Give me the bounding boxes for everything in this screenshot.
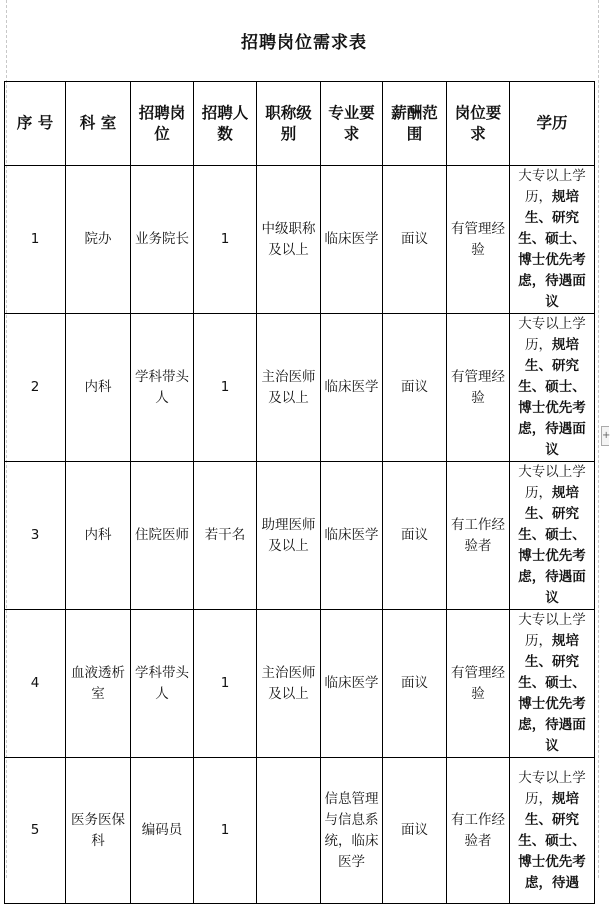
table-row xyxy=(5,166,595,314)
table-header-row xyxy=(5,82,595,166)
cell-salary: 面议 xyxy=(383,314,447,462)
table-row xyxy=(5,758,595,904)
header-salary: 薪酬范围 xyxy=(383,82,447,166)
header-rank: 职称级别 xyxy=(257,82,321,166)
cell-post: 业务院长 xyxy=(131,166,194,314)
cell-req: 有管理经验 xyxy=(447,166,510,314)
cell-rank xyxy=(257,758,321,904)
cell-req: 有管理经验 xyxy=(447,610,510,758)
cell-dept: 内科 xyxy=(66,314,131,462)
header-count: 招聘人数 xyxy=(194,82,257,166)
cell-salary: 面议 xyxy=(383,462,447,610)
recruitment-table xyxy=(4,81,595,904)
cell-rank: 主治医师及以上 xyxy=(257,314,321,462)
edu-first: 大专以上学历， xyxy=(518,769,586,807)
cell-post: 学科带头人 xyxy=(131,610,194,758)
edu-rest: 规培生、研究生、硕士、博士优先考虑，待遇面议 xyxy=(518,189,586,310)
cell-major: 临床医学 xyxy=(321,610,383,758)
header-edu: 学历 xyxy=(510,82,595,166)
header-req: 岗位要求 xyxy=(447,82,510,166)
cell-salary: 面议 xyxy=(383,758,447,904)
edu-rest: 规培生、研究生、硕士、博士优先考虑，待遇 xyxy=(518,790,586,891)
header-major: 专业要求 xyxy=(321,82,383,166)
cell-edu xyxy=(510,610,595,758)
cell-dept: 医务医保科 xyxy=(66,758,131,904)
cell-rank: 助理医师及以上 xyxy=(257,462,321,610)
header-no: 序 号 xyxy=(5,82,66,166)
table-row xyxy=(5,610,595,758)
page-title: 招聘岗位需求表 xyxy=(241,33,367,53)
header-dept: 科 室 xyxy=(66,82,131,166)
cell-post: 学科带头人 xyxy=(131,314,194,462)
cell-count: 1 xyxy=(194,166,257,314)
cell-count: 1 xyxy=(194,314,257,462)
cell-post: 编码员 xyxy=(131,758,194,904)
cell-dept: 院办 xyxy=(66,166,131,314)
cell-dept: 血液透析室 xyxy=(66,610,131,758)
cell-edu xyxy=(510,758,595,904)
cell-rank: 中级职称及以上 xyxy=(257,166,321,314)
cell-req: 有工作经验者 xyxy=(447,758,510,904)
cell-post: 住院医师 xyxy=(131,462,194,610)
table-row xyxy=(5,462,595,610)
cell-edu xyxy=(510,166,595,314)
cell-no: 3 xyxy=(5,462,66,610)
cell-no: 4 xyxy=(5,610,66,758)
edu-first: 大专以上学历， xyxy=(518,612,586,649)
cell-major: 临床医学 xyxy=(321,462,383,610)
cell-salary: 面议 xyxy=(383,610,447,758)
cell-req: 有工作经验者 xyxy=(447,462,510,610)
cell-no: 2 xyxy=(5,314,66,462)
cell-count: 1 xyxy=(194,758,257,904)
cell-edu xyxy=(510,462,595,610)
edu-first: 大专以上学历， xyxy=(518,316,586,353)
cell-edu xyxy=(510,314,595,462)
header-post: 招聘岗位 xyxy=(131,82,194,166)
cell-major: 临床医学 xyxy=(321,314,383,462)
cell-rank: 主治医师及以上 xyxy=(257,610,321,758)
page-border-right xyxy=(598,0,599,878)
cell-major: 信息管理与信息系统，临床医学 xyxy=(321,758,383,904)
edu-rest: 规培生、研究生、硕士、博士优先考虑，待遇面议 xyxy=(518,485,586,606)
cell-salary: 面议 xyxy=(383,166,447,314)
cell-req: 有管理经验 xyxy=(447,314,510,462)
cell-count: 1 xyxy=(194,610,257,758)
cell-major: 临床医学 xyxy=(321,166,383,314)
edu-first: 大专以上学历， xyxy=(518,168,586,205)
edu-rest: 规培生、研究生、硕士、博士优先考虑，待遇面议 xyxy=(518,337,586,458)
cell-count: 若干名 xyxy=(194,462,257,610)
table-row xyxy=(5,314,595,462)
edu-rest: 规培生、研究生、硕士、博士优先考虑，待遇面议 xyxy=(518,633,586,754)
edu-first: 大专以上学历， xyxy=(518,464,586,501)
cell-no: 1 xyxy=(5,166,66,314)
cell-no: 5 xyxy=(5,758,66,904)
scroll-edge-marker[interactable]: + xyxy=(601,426,609,446)
cell-dept: 内科 xyxy=(66,462,131,610)
